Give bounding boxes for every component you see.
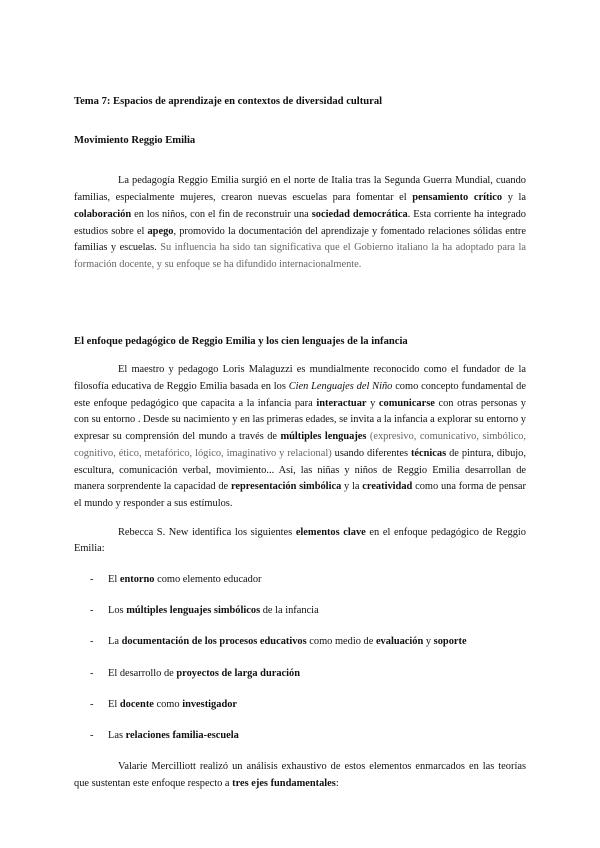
text: El [108,574,120,586]
bold-term: interactuar [316,397,367,409]
text: con otras personas y con su entorno . Desde su nacimiento y en las primeras edades, se invita a la infancia a explorar su entorno y expresar su comprensión del mundo a través de [74,397,527,443]
paragraph-new [74,525,526,558]
bold-term: tres ejes fundamentales [232,777,336,789]
paragraph-malaguzzi [74,362,526,512]
text: usando diferentes [331,447,411,459]
text: como una forma de pensar el mundo y responder a sus estímulos. [74,481,526,509]
bold-term: docente [119,698,154,710]
bold-term: evaluación [375,636,424,648]
bold-term: colaboración [74,208,132,220]
list-item [74,728,526,745]
bold-term: documentación de los procesos educativos [121,636,307,648]
list-item [74,697,526,714]
paragraph-mercilliott [74,759,526,792]
gray-text: Su influencia ha sido tan significativa que el Gobierno italiano la ha adoptado para la formación docente, y su enfoque se ha difundido internacionalmente. [74,242,526,270]
text: . Esta corriente ha integrado estudios sobre el [74,208,526,237]
text: , promovido la documentación del aprendizaje y fomentado relaciones sólidas entre familias y escuelas. [74,225,526,254]
text: Los [108,605,127,617]
list-item [74,603,526,620]
bold-term: relaciones familia-escuela [125,730,239,742]
bold-term: entorno [119,574,155,586]
list-item [74,634,526,651]
italic-term: Cien Lenguajes del Niño [288,381,393,393]
bold-term: múltiples lenguajes simbólicos [126,605,261,617]
section-title: Movimiento Reggio Emilia [74,134,196,146]
text: El [108,698,120,710]
dash-bullet: - [90,698,94,710]
dash-bullet: - [90,636,94,648]
text: en el enfoque pedagógico de Reggio Emilia: [74,526,526,555]
text: de pintura, dibujo, escultura, comunicación verbal, movimiento... Así, las niñas y niños de Reggio Emilia desarrollan de manera sorprendente la capacidad de [74,447,526,493]
text: en los niños, con el fin de reconstruir una [131,208,312,220]
bold-term: técnicas [410,447,447,459]
gray-text: (expresivo, comunicativo, simbólico, cognitivo, ético, metafórico, lógico, imaginativo y relacional) [74,431,526,459]
bold-term: comunicarse [378,397,435,409]
document-page [74,94,526,793]
paragraph-intro [74,173,526,273]
bold-term: sociedad democrática [311,208,408,220]
text: Valarie Mercilliott realizó un análisis exhaustivo de estos elementos enmarcados en las teorías que sustentan este enfoque respecto a [74,761,526,789]
dash-bullet: - [90,605,94,617]
text: y la [341,481,363,493]
bold-term: apego [147,225,174,237]
text: y [366,397,379,409]
bold-term: elementos clave [295,526,366,538]
text: Rebecca S. New identifica los siguientes [118,526,296,538]
text: como [153,698,183,710]
bold-term: múltiples lenguajes [280,431,367,443]
bold-term: proyectos de larga duración [176,667,301,679]
text: Las [108,730,126,742]
text: La [108,636,122,648]
text: La pedagogía Reggio Emilia surgió en el norte de Italia tras la Segunda Guerra Mundial, cuando familias, especialmente mujeres, crearon nuevas escuelas para fomentar el [74,175,526,204]
text: El maestro y pedagogo Loris Malaguzzi es mundialmente reconocido como el fundador de la filosofía educativa de Reggio Emilia basada en los [74,364,526,393]
bold-term: soporte [433,636,467,648]
bold-term: creatividad [362,481,413,493]
text: como concepto fundamental de este enfoque pedagógico que capacita a la infancia para [74,381,526,409]
list-item [74,572,526,589]
text: : [335,777,339,789]
text: El desarrollo de [108,667,177,679]
text: y la [502,192,526,204]
document-title: Tema 7: Espacios de aprendizaje en contextos de diversidad cultural [74,96,383,107]
section-heading: El enfoque pedagógico de Reggio Emilia y los cien lenguajes de la infancia [74,335,408,347]
bold-term: pensamiento crítico [412,192,503,204]
dash-bullet: - [90,667,94,679]
text: como medio de [306,636,376,648]
text: como elemento educador [154,574,262,586]
text: y [423,636,434,648]
dash-bullet: - [90,574,94,586]
bold-term: representación simbólica [230,481,342,493]
key-elements-list [74,572,526,745]
list-item [74,666,526,683]
text: de la infancia [260,605,319,617]
bold-term: investigador [182,698,238,710]
dash-bullet: - [90,730,94,742]
